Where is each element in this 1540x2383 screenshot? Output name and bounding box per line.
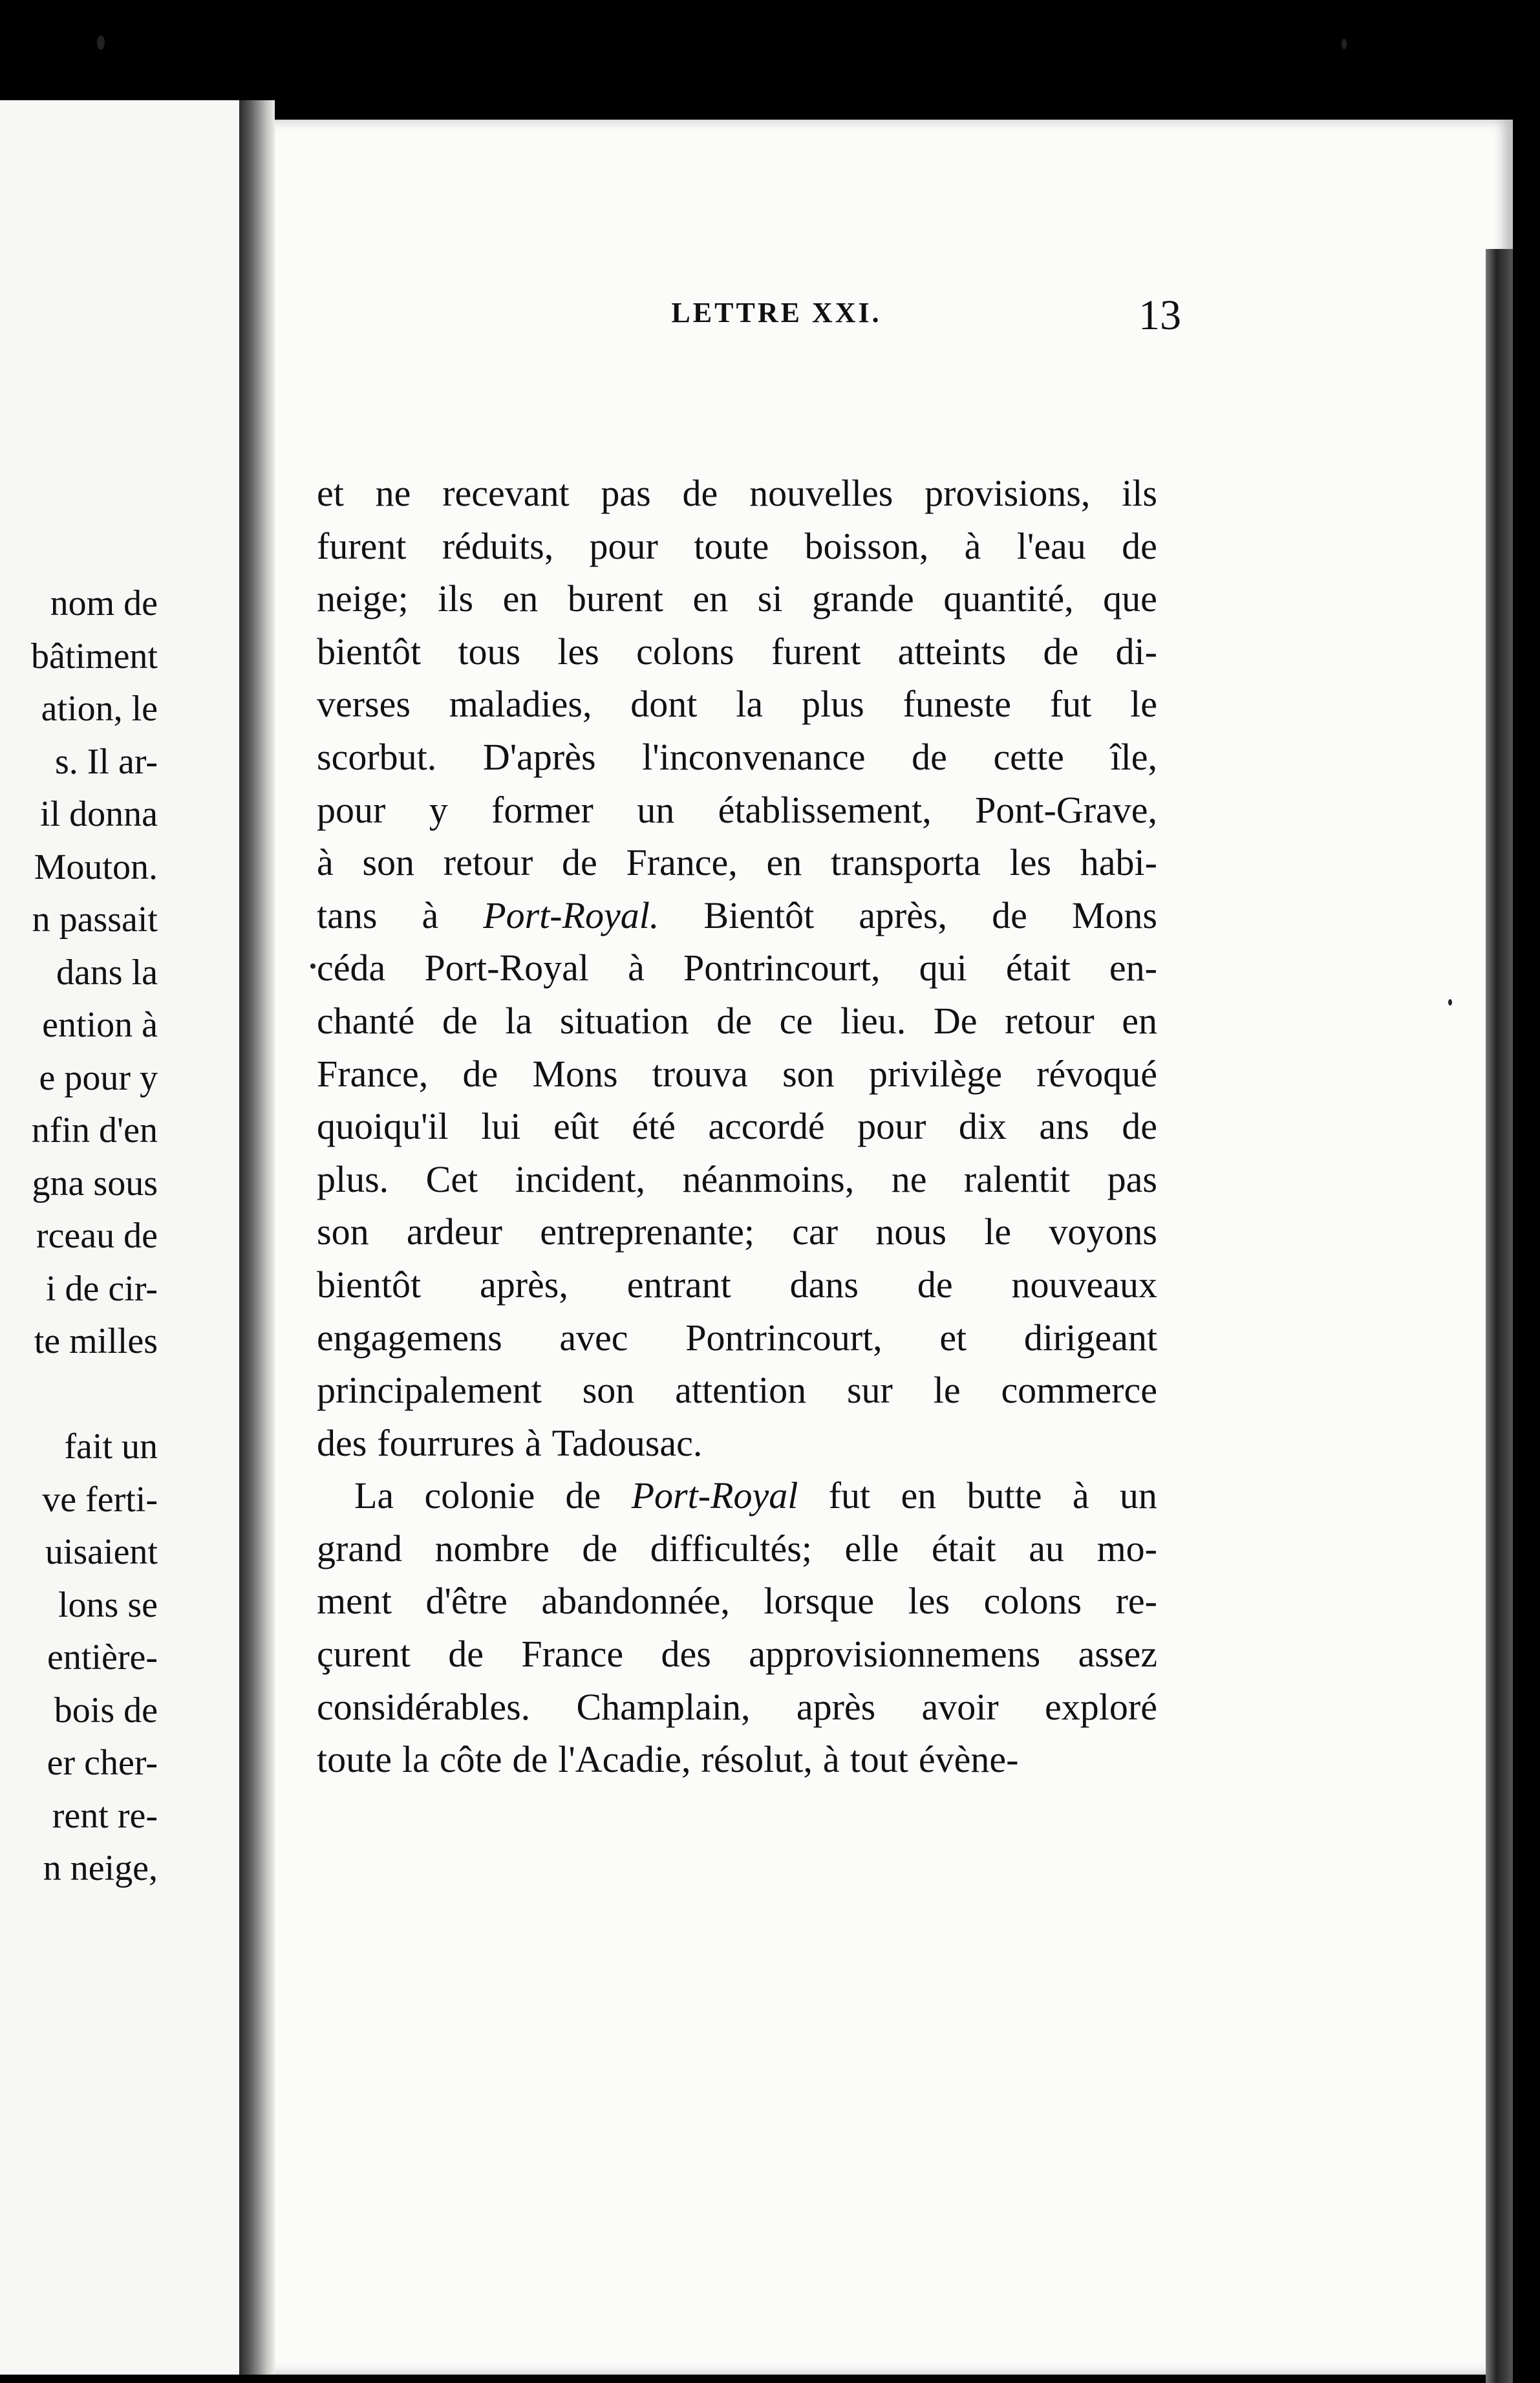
left-page-line: bâtiment bbox=[31, 636, 158, 676]
text-word: D'après bbox=[482, 735, 596, 778]
text-word: mo- bbox=[1096, 1527, 1157, 1569]
text-word: nombre bbox=[434, 1527, 550, 1569]
text-word: que bbox=[1103, 577, 1157, 620]
left-page-line: ation, le bbox=[41, 689, 158, 729]
text-word: en- bbox=[1109, 947, 1157, 989]
left-page-line bbox=[31, 1368, 158, 1421]
text-line bbox=[317, 995, 1157, 1048]
left-page-line: n neige, bbox=[43, 1848, 158, 1888]
text-word: pas bbox=[1107, 1158, 1157, 1200]
text-word: burent bbox=[567, 577, 663, 620]
text-word: était bbox=[1005, 947, 1071, 989]
text-word: re- bbox=[1115, 1580, 1157, 1623]
text-word: de bbox=[442, 999, 478, 1042]
text-word: car bbox=[792, 1211, 839, 1253]
text-word: de bbox=[1122, 524, 1157, 567]
text-word: en bbox=[1122, 999, 1157, 1042]
text-word: Pont-Grave, bbox=[975, 788, 1157, 831]
text-word: scorbut. bbox=[317, 735, 437, 778]
text-word: avec bbox=[559, 1316, 628, 1359]
text-word: après, bbox=[859, 894, 948, 936]
text-word: Port-Royal bbox=[424, 947, 589, 989]
text-word: de bbox=[992, 894, 1027, 936]
text-word: trouva bbox=[652, 1052, 748, 1095]
text-word: plus. bbox=[317, 1158, 389, 1200]
text-word: l'Acadie, bbox=[558, 1738, 691, 1781]
text-line bbox=[317, 784, 1157, 837]
text-line bbox=[317, 1205, 1157, 1258]
text-word: çurent bbox=[317, 1633, 411, 1676]
text-line bbox=[317, 942, 1157, 995]
text-word: nouvelles bbox=[749, 472, 893, 514]
text-word: neige; bbox=[317, 577, 409, 620]
text-word: quantité, bbox=[943, 577, 1074, 620]
text-word: de bbox=[512, 1738, 548, 1781]
text-word: pas bbox=[601, 472, 651, 514]
text-line bbox=[317, 1575, 1157, 1628]
text-word: de bbox=[912, 735, 947, 778]
text-word: de bbox=[1043, 630, 1079, 673]
text-word: à bbox=[317, 841, 334, 884]
text-word: attention bbox=[675, 1369, 807, 1412]
text-word: établissement, bbox=[718, 788, 932, 831]
text-line bbox=[317, 1522, 1157, 1575]
left-page-line: bois de bbox=[54, 1690, 158, 1731]
text-word: la bbox=[736, 683, 764, 726]
text-word: néanmoins, bbox=[682, 1158, 855, 1200]
text-word: nous bbox=[875, 1211, 946, 1253]
text-word: à bbox=[964, 524, 981, 567]
text-word: en bbox=[502, 577, 539, 620]
left-page-line: er cher- bbox=[47, 1743, 158, 1783]
text-word: privilège bbox=[868, 1052, 1002, 1095]
text-word: des bbox=[661, 1633, 711, 1676]
text-line bbox=[317, 836, 1157, 889]
text-word: dont bbox=[630, 683, 698, 726]
left-page-line: e pour y bbox=[39, 1057, 158, 1098]
text-word: assez bbox=[1078, 1633, 1157, 1676]
text-word: France bbox=[521, 1633, 624, 1676]
text-word: tous bbox=[458, 630, 521, 673]
book-gutter bbox=[239, 100, 275, 2375]
text-word: en bbox=[901, 1474, 937, 1517]
text-word: dix bbox=[958, 1105, 1007, 1148]
text-word: à bbox=[628, 947, 645, 989]
text-word: La bbox=[354, 1474, 394, 1517]
text-word: lorsque bbox=[764, 1580, 875, 1623]
text-word: colons bbox=[983, 1580, 1082, 1623]
text-word: en bbox=[692, 577, 729, 620]
text-word: côte bbox=[439, 1738, 502, 1781]
text-word: de bbox=[565, 1474, 601, 1517]
paper-speck bbox=[97, 36, 105, 50]
text-word: pour bbox=[857, 1105, 926, 1148]
paper-speck bbox=[1342, 39, 1347, 49]
text-word: accordé bbox=[708, 1105, 825, 1148]
text-word: réduits, bbox=[442, 524, 554, 567]
text-word: ils bbox=[1122, 472, 1157, 514]
text-word: incident, bbox=[515, 1158, 645, 1200]
text-word: ralentit bbox=[963, 1158, 1071, 1200]
text-word: à bbox=[822, 1738, 840, 1781]
text-word: grande bbox=[811, 577, 914, 620]
text-word: ardeur bbox=[406, 1211, 502, 1253]
running-head-title: LETTRE XXI. bbox=[671, 297, 882, 329]
text-word: transporta bbox=[830, 841, 981, 884]
text-line bbox=[317, 572, 1157, 625]
text-word: et bbox=[939, 1316, 967, 1359]
text-word: entreprenante; bbox=[540, 1211, 754, 1253]
text-word: l'eau bbox=[1016, 524, 1086, 567]
text-word: Mons bbox=[1071, 894, 1157, 936]
text-word: son bbox=[317, 1211, 369, 1253]
text-word: en bbox=[766, 841, 802, 884]
text-word: recevant bbox=[442, 472, 570, 514]
text-word: ne bbox=[375, 472, 411, 514]
text-word: pour bbox=[589, 524, 658, 567]
text-word: le bbox=[984, 1211, 1012, 1253]
text-word: furent bbox=[317, 524, 407, 567]
text-word: commerce bbox=[1001, 1369, 1157, 1412]
text-word: abandonnée, bbox=[541, 1580, 730, 1623]
text-line bbox=[317, 1733, 1157, 1786]
text-word: de bbox=[462, 1052, 498, 1095]
text-word: di- bbox=[1115, 630, 1157, 673]
text-word: bientôt bbox=[317, 630, 422, 673]
text-word: France, bbox=[626, 841, 738, 884]
running-head bbox=[372, 292, 1181, 348]
text-word: quoiqu'il bbox=[317, 1105, 449, 1148]
text-word: furent bbox=[771, 630, 861, 673]
text-word: dirigeant bbox=[1023, 1316, 1157, 1359]
text-word: de bbox=[1122, 1105, 1157, 1148]
text-word: de bbox=[582, 1527, 618, 1569]
text-word: de bbox=[917, 1263, 953, 1306]
text-word: était bbox=[931, 1527, 996, 1569]
text-line bbox=[317, 1364, 1157, 1417]
text-word: chanté bbox=[317, 999, 415, 1042]
text-word: voyons bbox=[1049, 1211, 1157, 1253]
text-line bbox=[317, 731, 1157, 784]
text-word: retour bbox=[443, 841, 533, 884]
text-word: retour bbox=[1005, 999, 1095, 1042]
text-line bbox=[317, 625, 1157, 678]
text-word: bientôt bbox=[317, 1263, 422, 1306]
text-word: cette bbox=[993, 735, 1064, 778]
text-word: colons bbox=[636, 630, 734, 673]
page-edge bbox=[1486, 249, 1513, 2383]
text-word: funeste bbox=[903, 683, 1011, 726]
text-word: Pontrincourt, bbox=[683, 947, 881, 989]
text-word: habi- bbox=[1080, 841, 1157, 884]
text-word: situation bbox=[559, 999, 689, 1042]
text-line bbox=[317, 1100, 1157, 1153]
left-page-line: ve ferti- bbox=[42, 1479, 158, 1520]
text-word: provisions, bbox=[925, 472, 1091, 514]
left-page-text bbox=[31, 577, 158, 1895]
text-word: le bbox=[1130, 683, 1157, 726]
left-page-line: te milles bbox=[34, 1321, 158, 1361]
left-page-line: gna sous bbox=[32, 1163, 158, 1203]
text-line bbox=[317, 467, 1157, 520]
text-word: Pontrincourt, bbox=[685, 1316, 882, 1359]
text-word: engagemens bbox=[317, 1316, 502, 1359]
text-word: toute bbox=[317, 1738, 392, 1781]
text-word: entrant bbox=[626, 1263, 731, 1306]
text-word: exploré bbox=[1045, 1685, 1157, 1728]
left-page-line: nom de bbox=[50, 583, 158, 623]
text-word: difficultés; bbox=[650, 1527, 812, 1569]
text-word: maladies, bbox=[449, 683, 592, 726]
text-word: Cet bbox=[425, 1158, 478, 1200]
left-page-line: ention à bbox=[42, 1005, 158, 1045]
text-word: Mons bbox=[532, 1052, 618, 1095]
text-word: Port-Royal bbox=[631, 1474, 798, 1517]
text-word: ce bbox=[779, 999, 813, 1042]
text-line bbox=[317, 678, 1157, 731]
text-line bbox=[317, 889, 1157, 942]
text-word: son bbox=[782, 1052, 835, 1095]
text-word: de bbox=[682, 472, 718, 514]
text-word: la bbox=[401, 1738, 429, 1781]
text-word: lieu. bbox=[840, 999, 906, 1042]
text-word: céda bbox=[317, 947, 386, 989]
paper-speck bbox=[310, 964, 315, 969]
text-word: colonie bbox=[424, 1474, 535, 1517]
text-word: les bbox=[557, 630, 599, 673]
text-line bbox=[317, 1681, 1157, 1734]
text-word: tans bbox=[317, 894, 378, 936]
left-page-line: il donna bbox=[40, 794, 158, 834]
text-word: Port-Royal. bbox=[483, 894, 659, 936]
paper-speck bbox=[1448, 999, 1452, 1006]
text-word: et bbox=[317, 472, 344, 514]
text-word: un bbox=[637, 788, 675, 831]
text-word: eût bbox=[553, 1105, 599, 1148]
text-word: ment bbox=[317, 1580, 392, 1623]
text-word: si bbox=[757, 577, 783, 620]
text-word: de bbox=[716, 999, 752, 1042]
text-word: d'être bbox=[425, 1580, 508, 1623]
text-word: le bbox=[933, 1369, 961, 1412]
body-text bbox=[317, 467, 1157, 1786]
text-word: Bientôt bbox=[703, 894, 815, 936]
text-word: elle bbox=[844, 1527, 899, 1569]
text-word: atteints bbox=[897, 630, 1007, 673]
text-word: son bbox=[362, 841, 415, 884]
text-word: principalement bbox=[317, 1369, 542, 1412]
left-page-line: dans la bbox=[56, 952, 158, 993]
text-word: grand bbox=[317, 1527, 403, 1569]
text-word: former bbox=[491, 788, 594, 831]
text-word: la bbox=[505, 999, 533, 1042]
text-word: fut bbox=[828, 1474, 871, 1517]
text-word: Champlain, bbox=[576, 1685, 751, 1728]
text-word: De bbox=[933, 999, 978, 1042]
text-word: les bbox=[908, 1580, 950, 1623]
left-page-line: Mouton. bbox=[34, 846, 158, 887]
text-word: au bbox=[1029, 1527, 1064, 1569]
left-page-line: rent re- bbox=[52, 1795, 158, 1836]
left-page-line: fait un bbox=[64, 1427, 158, 1467]
text-word: les bbox=[1009, 841, 1052, 884]
text-word: nouveaux bbox=[1011, 1263, 1157, 1306]
text-word: pour bbox=[317, 788, 386, 831]
left-page-line: n passait bbox=[32, 900, 158, 940]
text-word: plus bbox=[801, 683, 864, 726]
text-word: toute bbox=[694, 524, 769, 567]
text-word: dans bbox=[789, 1263, 859, 1306]
text-word: de bbox=[448, 1633, 484, 1676]
text-word: Tadousac. bbox=[551, 1421, 703, 1464]
text-word: de bbox=[561, 841, 597, 884]
text-word: approvisionnemens bbox=[749, 1633, 1041, 1676]
text-word: boisson, bbox=[804, 524, 929, 567]
text-word: ans bbox=[1039, 1105, 1089, 1148]
left-page-line: s. Il ar- bbox=[54, 741, 158, 782]
text-word: lui bbox=[481, 1105, 521, 1148]
text-word: fut bbox=[1049, 683, 1092, 726]
left-page-line: rceau de bbox=[36, 1216, 158, 1256]
text-line bbox=[317, 1311, 1157, 1364]
text-line bbox=[317, 520, 1157, 573]
left-page-line: nfin d'en bbox=[31, 1110, 158, 1150]
text-word: verses bbox=[317, 683, 411, 726]
text-word: son bbox=[582, 1369, 635, 1412]
text-word: île, bbox=[1110, 735, 1157, 778]
text-line bbox=[317, 1628, 1157, 1681]
text-word: ne bbox=[891, 1158, 927, 1200]
text-word: ils bbox=[438, 577, 474, 620]
text-word: y bbox=[429, 788, 448, 831]
page-number: 13 bbox=[1139, 292, 1181, 339]
text-word: à bbox=[1072, 1474, 1089, 1517]
text-word: l'inconvenance bbox=[642, 735, 866, 778]
text-line bbox=[317, 1048, 1157, 1101]
text-word: après, bbox=[479, 1263, 568, 1306]
left-page-line: uisaient bbox=[45, 1532, 158, 1572]
text-word: butte bbox=[967, 1474, 1042, 1517]
text-line bbox=[317, 1469, 1157, 1522]
text-word: sur bbox=[846, 1369, 893, 1412]
text-word: avoir bbox=[921, 1685, 999, 1728]
text-word: tout bbox=[850, 1738, 908, 1781]
text-line bbox=[317, 1258, 1157, 1311]
text-word: à bbox=[422, 894, 439, 936]
text-word: qui bbox=[919, 947, 967, 989]
text-word: fourrures bbox=[377, 1421, 515, 1464]
text-word: considérables. bbox=[317, 1685, 531, 1728]
left-page-line: lons se bbox=[58, 1584, 158, 1625]
text-word: été bbox=[632, 1105, 676, 1148]
text-word: résolut, bbox=[701, 1738, 813, 1781]
left-page-line: i de cir- bbox=[45, 1268, 158, 1309]
text-word: un bbox=[1119, 1474, 1157, 1517]
text-word: évène- bbox=[918, 1738, 1019, 1781]
text-word: à bbox=[524, 1421, 542, 1464]
text-word: France, bbox=[317, 1052, 429, 1095]
left-page-line: entière- bbox=[47, 1637, 158, 1677]
text-line bbox=[317, 1153, 1157, 1206]
left-page bbox=[0, 100, 239, 2375]
text-word: des bbox=[317, 1421, 367, 1464]
text-word: après bbox=[796, 1685, 876, 1728]
text-line bbox=[317, 1417, 1157, 1470]
text-word: révoqué bbox=[1036, 1052, 1157, 1095]
